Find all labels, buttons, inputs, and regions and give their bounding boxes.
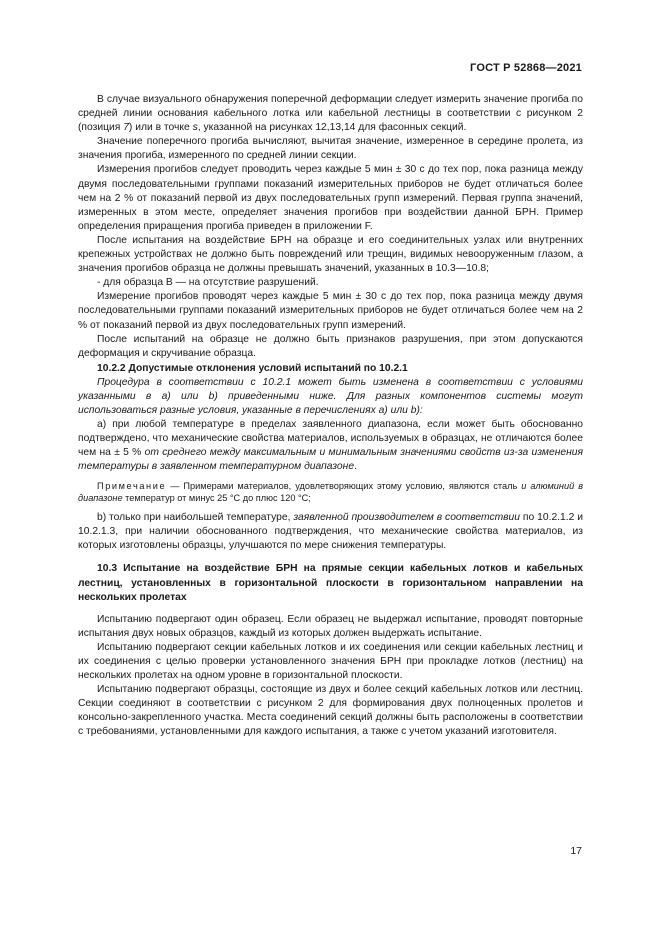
subsection-heading: 10.2.2 Допустимые отклонения условий испытаний по 10.2.1 — [97, 362, 408, 374]
page-number: 17 — [570, 845, 582, 857]
list-item: - для образца B — на отсутствие разрушений. — [97, 277, 319, 289]
note: Примечание — Примерами материалов, удовлетворяющих этому условию, являются сталь и алюминий в диапазоне температур от минус 25 °С до плюс 120 °С; — [78, 480, 583, 504]
note-label: Примечание — [97, 480, 167, 491]
paragraph: Испытанию подвергают образцы, состоящие из двух и более секций кабельных лотков или лестниц. Секции соединяют в соответствии с рисунком 2 для формирования двух полноценных пролетов и консольно-закрепленного участка. Места соединений секций должны быть расположены в соответствии с требованиями, установленными для каждого испытания, а также с учетом указаний изготовителя. — [78, 684, 583, 738]
list-item: b) только при наибольшей температуре, заявленной производителем в соответствии по 10.2.1.2 и 10.2.1.3, при наличии обоснованного подтверждения, что механические свойства материалов, из которых изготовлены образцы, улучшаются по мере снижения температуры. — [78, 512, 584, 552]
paragraph: В случае визуального обнаружения поперечной деформации следует измерить значение прогиба по средней линии основания кабельного лотка или кабельной лестницы в соответствии с рисунком 2 (позиция 7) или в точке s, указанной на рисунках 12,13,14 для фасонных секций. — [78, 94, 583, 134]
document-header: ГОСТ Р 52868—2021 — [470, 62, 582, 74]
paragraph: Испытанию подвергают один образец. Если образец не выдержал испытание, проводят повторные испытания двух новых образцов, каждый из которых должен выдержать испытание. — [78, 613, 583, 639]
paragraph: Процедура в соответствии с 10.2.1 может быть изменена в соответствии с условиями указанными в a) или b) приведенными ниже. Для разных компонентов системы могут использоваться разные условия, указанные в перечислениях a) или b): — [78, 376, 583, 417]
paragraph: Испытанию подвергают секции кабельных лотков и их соединения или секции кабельных лестниц и их соединения с целью проверки установленного значения БРН при прокладке лотков (лестниц) на нескольких пролетах на одном уровне в горизонтальной плоскости. — [78, 641, 583, 682]
paragraph: После испытания на воздействие БРН на образце и его соединительных узлах или внутренних крепежных устройствах не должно быть повреждений или трещин, видимых невооруженным глазом, а значения прогибов образца не должны превышать значений, указанных в 10.3—10.8; — [78, 234, 583, 275]
list-item: a) при любой температуре в пределах заявленного диапазона, если может быть обоснованно подтверждено, что механические свойства материалов, используемых в образцах, не отличаются более чем на ± 5 % от среднего между максимальным и минимальным значениями свойств из-за изменения температуры в заявленном температурном диапазоне. — [78, 419, 584, 473]
document-body — [78, 93, 583, 740]
section-heading: 10.3 Испытание на воздействие БРН на прямые секции кабельных лотков и кабельных лестниц, установленных в горизонтальной плоскости в горизонтальном направлении на нескольких пролетах — [78, 563, 583, 603]
paragraph: Значение поперечного прогиба вычисляют, вычитая значение, измеренное в середине пролета, из значения прогиба, измеренного по средней линии секции. — [78, 136, 583, 162]
paragraph: После испытаний на образце не должно быть признаков разрушения, при этом допускаются деформация и скручивание образца. — [78, 333, 583, 359]
paragraph: Измерения прогибов следует проводить через каждые 5 мин ± 30 с до тех пор, пока разница между двумя последовательными группами показаний измерительных приборов не будет отличаться более чем на 2 % от показаний первой из двух последовательных групп измерений. Первая группа значений, измеренных в этом месте, определяет значения прогибов при воздействии данной БРН. Пример определения приращения прогиба приведен в приложении F. — [78, 164, 583, 232]
paragraph: Измерение прогибов проводят через каждые 5 мин ± 30 с до тех пор, пока разница между двумя последовательными группами показаний измерительных приборов не будет отличаться более чем на 2 % от показаний первой из двух последовательных групп измерений. — [78, 291, 583, 331]
